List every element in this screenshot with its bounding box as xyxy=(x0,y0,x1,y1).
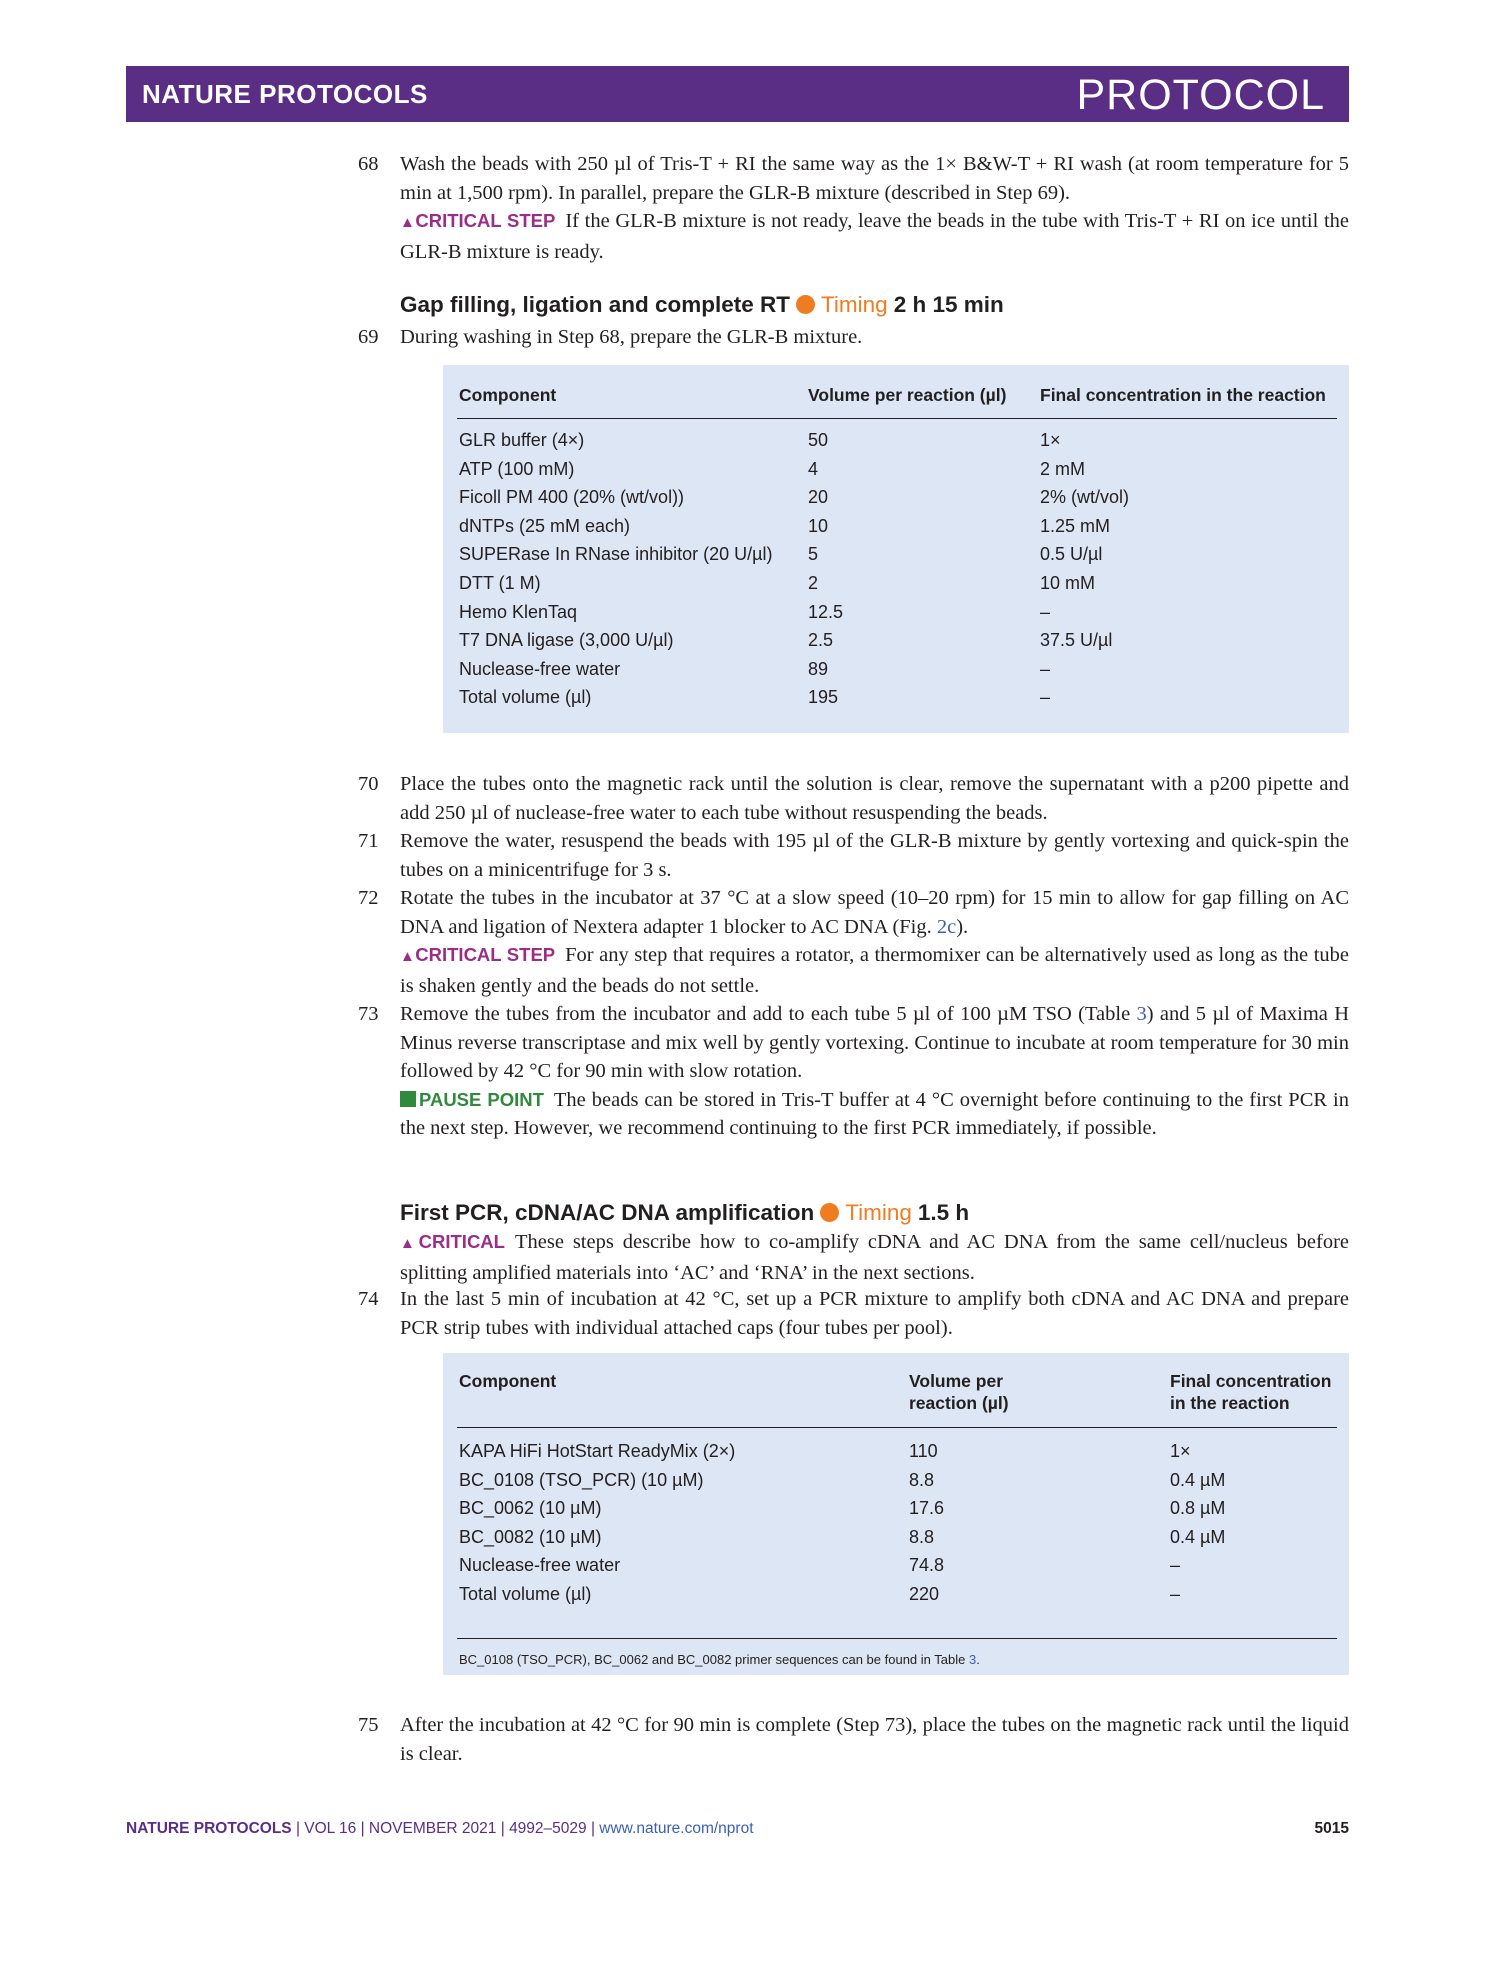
step-70 xyxy=(358,770,1349,827)
step-number: 71 xyxy=(358,830,379,852)
cell-component: Total volume (µl) xyxy=(459,1584,592,1604)
section-heading-gap-filling xyxy=(400,292,1004,318)
step-text: In the last 5 min of incubation at 42 °C, set up a PCR mixture to amplify both cDNA and AC DNA and prepare PCR strip tubes with individual attached caps (four tubes per pool). xyxy=(400,1288,1349,1339)
cell-volume: 10 xyxy=(808,515,829,536)
table-header-rule xyxy=(457,1427,1337,1428)
table-row xyxy=(443,1555,1349,1583)
cell-concentration: – xyxy=(1170,1584,1181,1604)
journal-name: NATURE PROTOCOLS xyxy=(142,79,428,109)
cell-component: T7 DNA ligase (3,000 U/µl) xyxy=(459,630,674,651)
table-link[interactable]: 3 xyxy=(968,1652,977,1667)
table-row xyxy=(443,573,1349,601)
table-header-component: Component xyxy=(459,1371,557,1391)
table-row xyxy=(443,1527,1349,1555)
step-number: 72 xyxy=(358,887,379,909)
section-title: Gap filling, ligation and complete RT xyxy=(400,292,791,317)
triangle-icon: ▲ xyxy=(400,214,416,231)
step-73 xyxy=(358,1000,1349,1143)
cell-concentration: 1.25 mM xyxy=(1040,515,1111,536)
section-heading-first-pcr xyxy=(400,1200,969,1226)
cell-component: BC_0082 (10 µM) xyxy=(459,1526,602,1547)
cell-component: Nuclease-free water xyxy=(459,1555,621,1576)
step-number: 69 xyxy=(358,326,379,348)
step-68 xyxy=(358,150,1349,266)
cell-component: Nuclease-free water xyxy=(459,658,621,679)
cell-concentration: 2 mM xyxy=(1040,458,1085,479)
table-row xyxy=(443,630,1349,658)
critical-flag: ▲CRITICAL xyxy=(400,1231,505,1252)
cell-volume: 110 xyxy=(909,1441,938,1461)
cell-concentration: 0.8 µM xyxy=(1170,1498,1226,1519)
step-text: Remove the tubes from the incubator and add to each tube 5 µl of 100 µM TSO (Table xyxy=(400,1003,1137,1025)
table-row xyxy=(443,430,1349,458)
cell-component: Ficoll PM 400 (20% (wt/vol)) xyxy=(459,487,685,508)
cell-concentration: 1× xyxy=(1040,430,1061,450)
step-text: During washing in Step 68, prepare the GLR-B mixture. xyxy=(400,326,863,348)
step-number: 70 xyxy=(358,773,379,795)
cell-volume: 50 xyxy=(808,430,829,450)
cell-volume: 12.5 xyxy=(808,601,844,622)
cell-volume: 8.8 xyxy=(909,1526,935,1547)
critical-step-flag: ▲CRITICAL STEP xyxy=(400,210,556,231)
cell-concentration: 37.5 U/µl xyxy=(1040,630,1113,651)
cell-component: KAPA HiFi HotStart ReadyMix (2×) xyxy=(459,1441,736,1461)
cell-concentration: 1× xyxy=(1170,1441,1191,1461)
cell-concentration: – xyxy=(1040,687,1051,708)
square-icon xyxy=(400,1091,416,1107)
page-footer: NATURE PROTOCOLS | VOL 16 | NOVEMBER 2021 | 4992–5029 | www.nature.com/nprot 5015 xyxy=(126,1820,1349,1837)
cell-volume: 20 xyxy=(808,487,829,508)
table-row xyxy=(443,1441,1349,1469)
timing-dot-icon xyxy=(796,295,815,314)
step-74 xyxy=(358,1285,1349,1342)
cell-component: GLR buffer (4×) xyxy=(459,430,585,450)
step-72 xyxy=(358,884,1349,1000)
step-text-end: ). xyxy=(956,915,969,938)
table-header-concentration: Final concentration in the reaction xyxy=(1170,1371,1332,1413)
step-number: 75 xyxy=(358,1714,379,1736)
critical-note xyxy=(400,1228,1349,1287)
article-type: PROTOCOL xyxy=(1076,71,1325,119)
cell-concentration: – xyxy=(1040,601,1051,622)
table-footnote: BC_0108 (TSO_PCR), BC_0062 and BC_0082 primer sequences can be found in Table 3. xyxy=(459,1652,980,1667)
cell-volume: 8.8 xyxy=(909,1469,935,1490)
glr-b-mixture-table xyxy=(443,365,1349,733)
cell-volume: 220 xyxy=(909,1584,940,1604)
cell-volume: 17.6 xyxy=(909,1498,945,1519)
step-number: 73 xyxy=(358,1003,379,1025)
cell-concentration: 0.4 µM xyxy=(1170,1526,1226,1547)
step-number: 74 xyxy=(358,1288,379,1310)
cell-volume: 89 xyxy=(808,658,829,679)
table-row xyxy=(443,1584,1349,1612)
critical-step-text: For any step that requires a rotator, a thermomixer can be alternatively used as long as the tube is shaken gently and the beads do not settle. xyxy=(400,944,1349,997)
page-number: 5015 xyxy=(1314,1820,1349,1837)
step-number: 68 xyxy=(358,153,379,175)
cell-component: SUPERase In RNase inhibitor (20 U/µl) xyxy=(459,544,773,565)
steps-70-73 xyxy=(358,770,1349,1143)
critical-step-flag: ▲CRITICAL STEP xyxy=(400,944,556,965)
journal-header xyxy=(126,66,1349,122)
pcr-mixture-table xyxy=(443,1353,1349,1675)
cell-component: BC_0108 (TSO_PCR) (10 µM) xyxy=(459,1469,704,1490)
pause-point-text: The beads can be stored in Tris-T buffer at 4 °C overnight before continuing to the first PCR in the next step. However, we recommend continuing to the first PCR immediately, if possible. xyxy=(400,1088,1349,1139)
table-row xyxy=(443,544,1349,572)
footer-volume: VOL 16 xyxy=(304,1820,357,1837)
step-text: Rotate the tubes in the incubator at 37 °C at a slow speed (10–20 rpm) for 15 min to allow for gap filling on AC DNA and ligation of Nextera adapter 1 blocker to AC DNA (Fig. xyxy=(400,887,1349,938)
table-row xyxy=(443,602,1349,630)
footer-url-link[interactable]: www.nature.com/nprot xyxy=(599,1820,754,1837)
table-row xyxy=(443,1470,1349,1498)
table-link[interactable]: 3 xyxy=(1136,1003,1147,1025)
triangle-icon: ▲ xyxy=(400,948,416,965)
cell-concentration: 0.5 U/µl xyxy=(1040,544,1103,565)
timing-label: Timing xyxy=(845,1200,912,1225)
cell-component: dNTPs (25 mM each) xyxy=(459,515,631,536)
cell-concentration: 0.4 µM xyxy=(1170,1469,1226,1490)
cell-component: Hemo KlenTaq xyxy=(459,601,578,622)
table-row xyxy=(443,1498,1349,1526)
cell-volume: 4 xyxy=(808,458,819,479)
cell-volume: 5 xyxy=(808,544,819,565)
step-text-end: ) and 5 µl of Maxima H Minus reverse transcriptase and mix well by gently vortexing. Continue to incubate at room temperature for 30 min followed by 42 °C for 90 min with slow rotation. xyxy=(400,1003,1349,1082)
table-footer-rule xyxy=(457,1638,1337,1639)
cell-concentration: – xyxy=(1170,1555,1181,1576)
table-row xyxy=(443,659,1349,687)
cell-concentration: 10 mM xyxy=(1040,573,1096,593)
timing-value: 2 h 15 min xyxy=(893,292,1004,317)
footer-pages: 4992–5029 xyxy=(509,1820,587,1837)
cell-concentration: 2% (wt/vol) xyxy=(1040,487,1130,508)
step-text: Place the tubes onto the magnetic rack until the solution is clear, remove the supernatant with a p200 pipette and add 250 µl of nuclease-free water to each tube without resuspending the beads. xyxy=(400,773,1349,824)
cell-volume: 195 xyxy=(808,687,839,708)
table-row xyxy=(443,516,1349,544)
step-75 xyxy=(358,1711,1349,1768)
timing-dot-icon xyxy=(820,1203,839,1222)
triangle-icon: ▲ xyxy=(400,1235,419,1252)
timing-label: Timing xyxy=(821,292,888,317)
step-71 xyxy=(358,827,1349,884)
table-header-component: Component xyxy=(459,385,557,405)
footer-date: NOVEMBER 2021 xyxy=(368,1820,497,1837)
table-header-concentration: Final concentration in the reaction xyxy=(1040,385,1326,405)
step-text: Wash the beads with 250 µl of Tris-T + RI the same way as the 1× B&W-T + RI wash (at room temperature for 5 min at 1,500 rpm). In parallel, prepare the GLR-B mixture (described in Step 69). xyxy=(400,153,1349,204)
table-row xyxy=(443,459,1349,487)
step-text: Remove the water, resuspend the beads with 195 µl of the GLR-B mixture by gently vortexing and quick-spin the tubes on a minicentrifuge for 3 s. xyxy=(400,830,1349,881)
cell-component: DTT (1 M) xyxy=(459,573,541,593)
cell-component: Total volume (µl) xyxy=(459,687,592,708)
table-row xyxy=(443,687,1349,715)
footer-journal: NATURE PROTOCOLS xyxy=(126,1820,292,1837)
step-69 xyxy=(358,323,1349,352)
figure-link[interactable]: 2c xyxy=(936,915,957,938)
table-header-rule xyxy=(457,418,1337,419)
cell-volume: 74.8 xyxy=(909,1555,945,1576)
cell-concentration: – xyxy=(1040,658,1051,679)
critical-step-text: If the GLR-B mixture is not ready, leave the beads in the tube with Tris-T + RI on ice until the GLR-B mixture is ready. xyxy=(400,210,1349,263)
step-text: After the incubation at 42 °C for 90 min is complete (Step 73), place the tubes on the magnetic rack until the liquid is clear. xyxy=(400,1714,1349,1765)
section-title: First PCR, cDNA/AC DNA amplification xyxy=(400,1200,815,1225)
critical-text: These steps describe how to co-amplify cDNA and AC DNA from the same cell/nucleus before splitting amplified materials into ‘AC’ and ‘RNA’ in the next sections. xyxy=(400,1231,1349,1284)
cell-component: ATP (100 mM) xyxy=(459,458,575,479)
timing-value: 1.5 h xyxy=(917,1200,970,1225)
table-row xyxy=(443,487,1349,515)
pause-point-flag: PAUSE POINT xyxy=(400,1089,544,1110)
table-header-volume: Volume per reaction (µl) xyxy=(808,385,1007,405)
cell-volume: 2 xyxy=(808,573,819,593)
cell-volume: 2.5 xyxy=(808,630,834,651)
cell-component: BC_0062 (10 µM) xyxy=(459,1498,602,1519)
table-header-volume: Volume per reaction (µl) xyxy=(909,1371,1009,1413)
